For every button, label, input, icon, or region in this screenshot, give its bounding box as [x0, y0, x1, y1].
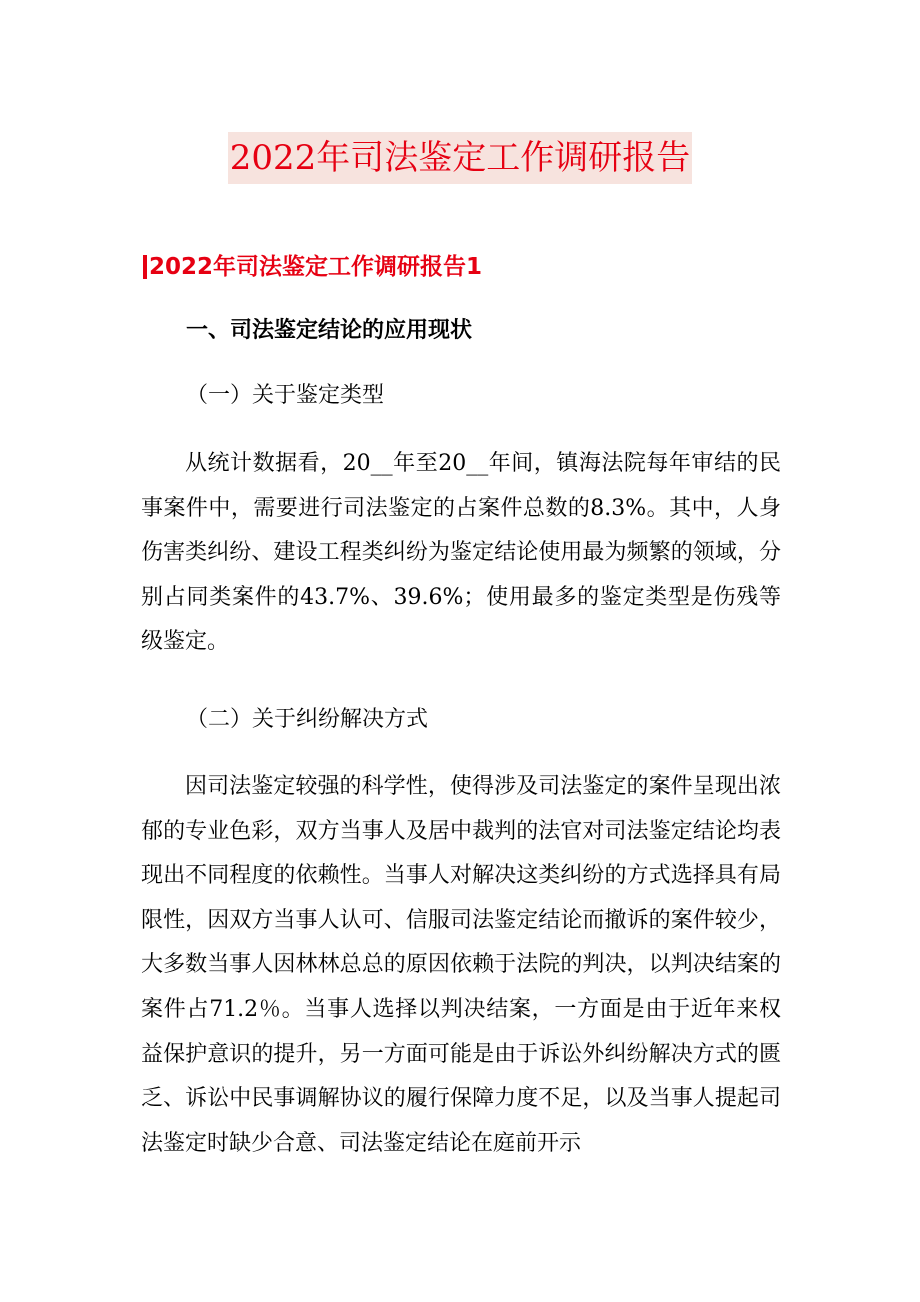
section-marker-bar: [143, 255, 147, 279]
paragraph-statistics: 从统计数据看，20__年至20__年间，镇海法院每年审结的民事案件中，需要进行司法鉴定的占案件总数的8.3%。其中，人身伤害类纠纷、建设工程类纠纷为鉴定结论使用最为频繁的领域，分别占同类案件的43.7%、39.6%；使用最多的鉴定类型是伤残等级鉴定。: [141, 451, 781, 655]
document-title: 2022年司法鉴定工作调研报告: [228, 132, 693, 184]
paragraph-resolution: 因司法鉴定较强的科学性，使得涉及司法鉴定的案件呈现出浓郁的专业色彩，双方当事人及居中裁判的法官对司法鉴定结论均表现出不同程度的依赖性。当事人对解决这类纠纷的方式选择具有局限性，因双方当事人认可、信服司法鉴定结论而撤诉的案件较少，大多数当事人因林林总总的原因依赖于法院的判决，以判决结案的案件占71.2％。当事人选择以判决结案，一方面是由于近年来权益保护意识的提升，另一方面可能是由于诉讼外纠纷解决方式的匮乏、诉讼中民事调解协议的履行保障力度不足，以及当事人提起司法鉴定时缺少合意、司法鉴定结论在庭前开示: [141, 774, 781, 1156]
subsection-heading-type: （一）关于鉴定类型: [186, 383, 385, 408]
section-heading-text: 2022年司法鉴定工作调研报告1: [149, 254, 483, 280]
section-heading: [143, 252, 482, 282]
heading-level-1: 一、司法鉴定结论的应用现状: [186, 318, 473, 343]
document-title-container: [0, 132, 920, 184]
subsection-heading-resolution: （二）关于纠纷解决方式: [186, 707, 429, 732]
